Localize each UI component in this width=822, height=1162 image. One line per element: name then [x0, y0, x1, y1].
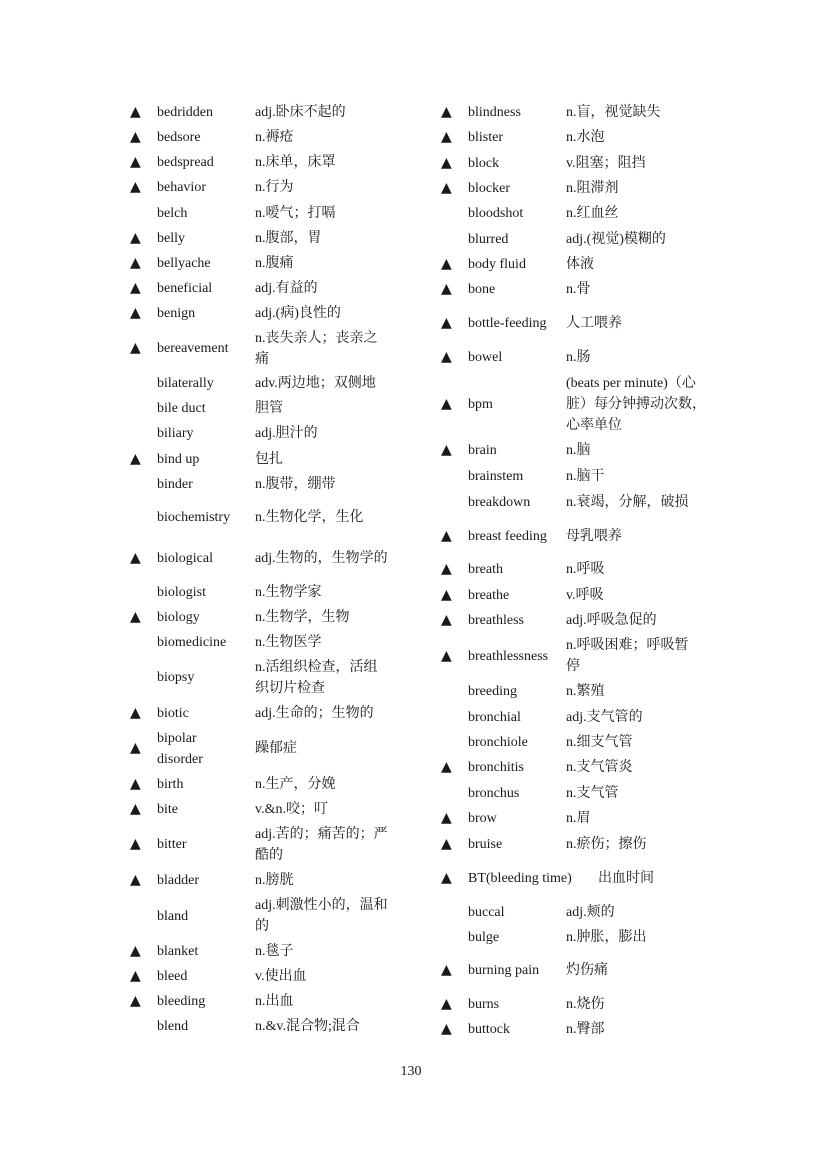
entry-definition: v.使出血	[255, 969, 307, 984]
entry-row	[441, 277, 709, 302]
entry-term: breeding	[468, 684, 517, 699]
entry-row	[441, 201, 709, 226]
entry-term: bronchitis	[468, 760, 524, 775]
entry-definition: adj.卧床不起的	[255, 105, 346, 120]
entry-row	[130, 100, 392, 125]
triangle-marker-icon: ▲	[130, 993, 141, 1009]
entry-definition: 灼伤痛	[566, 963, 608, 978]
entry-definition: 母乳喂养	[566, 528, 622, 544]
entry-term: brainstem	[468, 468, 524, 484]
entry-definition: n.腹痛	[255, 256, 294, 271]
entry-row	[441, 899, 709, 925]
entry-definition: v.阻塞；阻挡	[566, 155, 646, 171]
entry-row	[130, 472, 392, 497]
entry-row	[130, 371, 392, 396]
triangle-marker-icon: ▲	[441, 281, 452, 297]
triangle-marker-icon: ▲	[441, 612, 452, 628]
entry-row	[441, 704, 709, 730]
entry-term: belly	[157, 231, 185, 246]
entry-definition: n.支气管	[566, 785, 619, 801]
entry-row	[130, 700, 392, 726]
triangle-marker-icon: ▲	[130, 609, 141, 625]
entry-row	[441, 515, 709, 557]
entry-term: bleed	[157, 969, 188, 984]
entry-definition: n.呼吸困难；呼吸暂 停	[566, 638, 689, 674]
entry-definition: n.呼吸	[566, 562, 605, 577]
entry-term: bite	[157, 802, 178, 817]
entry-definition: n.肠	[566, 349, 591, 365]
entry-row	[441, 857, 709, 899]
entry-definition: 人工喂养	[566, 315, 622, 331]
triangle-marker-icon: ▲	[441, 962, 452, 978]
entry-definition: n.腹部，胃	[255, 231, 322, 246]
triangle-marker-icon: ▲	[130, 154, 141, 170]
entry-term: brain	[468, 443, 497, 458]
entry-term: blend	[157, 1019, 189, 1034]
entry-term: bruise	[468, 836, 503, 852]
entry-row	[441, 633, 709, 679]
entry-definition: n.生物学家	[255, 584, 322, 600]
triangle-marker-icon: ▲	[130, 943, 141, 959]
entry-term: bronchus	[468, 785, 520, 801]
triangle-marker-icon: ▲	[130, 836, 141, 852]
triangle-marker-icon: ▲	[130, 450, 141, 467]
entry-term: biological	[157, 551, 213, 566]
entry-row	[130, 605, 392, 630]
entry-definition: adj.(视觉)模糊的	[566, 231, 666, 247]
entry-definition: adj.有益的	[255, 281, 318, 296]
entry-row	[441, 463, 709, 489]
entry-term: breathless	[468, 613, 524, 628]
entry-row	[130, 771, 392, 797]
entry-definition: n.生物化学，生化	[255, 510, 364, 525]
triangle-marker-icon: ▲	[130, 104, 141, 120]
entry-definition: 包扎	[255, 451, 283, 467]
entry-row	[441, 252, 709, 277]
entry-term: bloodshot	[468, 206, 524, 221]
entry-row	[441, 1017, 709, 1042]
entry-term: biomedicine	[157, 635, 227, 650]
triangle-marker-icon: ▲	[441, 129, 452, 145]
triangle-marker-icon: ▲	[130, 340, 141, 356]
entry-row	[441, 226, 709, 252]
entry-row	[130, 538, 392, 579]
entry-row	[441, 125, 709, 150]
entry-definition: n.脑干	[566, 468, 605, 484]
entry-term: buccal	[468, 904, 505, 920]
entry-row	[130, 175, 392, 200]
entry-row	[441, 344, 709, 370]
entry-term: biochemistry	[157, 510, 231, 525]
entry-row	[130, 579, 392, 605]
entry-term: BT(bleeding time)	[468, 870, 572, 886]
entry-term: block	[468, 155, 500, 171]
triangle-marker-icon: ▲	[441, 314, 452, 331]
entry-row	[130, 655, 392, 700]
entry-definition: adj.呼吸急促的	[566, 613, 657, 628]
triangle-marker-icon: ▲	[441, 527, 452, 544]
entry-definition: 胆管	[255, 401, 283, 416]
entry-row	[130, 301, 392, 326]
entry-row	[441, 925, 709, 950]
entry-term: bleeding	[157, 994, 206, 1009]
entry-definition: adj.颊的	[566, 904, 615, 920]
triangle-marker-icon: ▲	[441, 869, 452, 886]
entry-term: breathlessness	[468, 648, 549, 664]
entry-row	[130, 893, 392, 939]
entry-row	[130, 1014, 392, 1039]
entry-term: biology	[157, 610, 200, 625]
entry-term: breath	[468, 562, 503, 577]
entry-term: bind up	[157, 451, 200, 467]
entry-row	[441, 991, 709, 1017]
entry-term: belch	[157, 205, 188, 221]
entry-term: bedridden	[157, 105, 213, 120]
entry-definition: n.褥疮	[255, 130, 294, 145]
entry-row	[130, 150, 392, 175]
entry-term: burns	[468, 996, 500, 1012]
triangle-marker-icon: ▲	[130, 968, 141, 984]
triangle-marker-icon: ▲	[441, 395, 452, 412]
entry-term: biotic	[157, 705, 189, 721]
triangle-marker-icon: ▲	[130, 230, 141, 246]
triangle-marker-icon: ▲	[441, 647, 452, 664]
entry-definition: n.出血	[255, 994, 294, 1009]
triangle-marker-icon: ▲	[441, 810, 452, 826]
entry-definition: n.脑	[566, 443, 591, 458]
entry-definition: n.活组织检查，活组 织切片检查	[255, 659, 378, 696]
entry-row	[441, 557, 709, 582]
entry-term: brow	[468, 811, 497, 826]
entry-term: body fluid	[468, 257, 526, 272]
entry-term: behavior	[157, 180, 206, 195]
entry-row	[441, 302, 709, 344]
entry-definition: adj.胆汁的	[255, 426, 318, 441]
entry-definition: n.支气管炎	[566, 760, 633, 775]
entry-definition: n.生物学，生物	[255, 610, 350, 625]
triangle-marker-icon: ▲	[441, 104, 452, 120]
entry-definition: 体液	[566, 257, 594, 272]
triangle-marker-icon: ▲	[441, 561, 452, 577]
entry-row	[441, 806, 709, 831]
entry-definition: adj.苦的；痛苦的；严 酷的	[255, 826, 388, 863]
entry-definition: n.腹带，绷带	[255, 477, 336, 492]
entry-row	[130, 326, 392, 371]
triangle-marker-icon: ▲	[130, 775, 141, 792]
triangle-marker-icon: ▲	[130, 740, 141, 756]
entry-term: bowel	[468, 349, 503, 365]
entry-term: breast feeding	[468, 528, 547, 544]
triangle-marker-icon: ▲	[130, 550, 141, 566]
entry-row	[441, 582, 709, 608]
entry-row	[130, 867, 392, 893]
triangle-marker-icon: ▲	[441, 256, 452, 272]
entry-row	[130, 797, 392, 822]
entry-term: bile duct	[157, 401, 206, 416]
entry-row	[441, 679, 709, 704]
entry-definition: adj.生命的；生物的	[255, 705, 374, 721]
triangle-marker-icon: ▲	[441, 348, 452, 365]
entry-definition: n.瘀伤；擦伤	[566, 836, 647, 852]
entry-term: blurred	[468, 231, 509, 247]
triangle-marker-icon: ▲	[130, 305, 141, 321]
entry-definition: adj.(病)良性的	[255, 306, 341, 321]
triangle-marker-icon: ▲	[441, 1021, 452, 1037]
entry-definition: n.阻滞剂	[566, 181, 619, 196]
entry-row	[130, 125, 392, 150]
entry-row	[441, 730, 709, 755]
entry-term: bedspread	[157, 155, 214, 170]
entry-term: biologist	[157, 584, 207, 600]
entry-term: bpm	[468, 396, 493, 412]
entry-row	[441, 100, 709, 125]
entry-row	[130, 226, 392, 251]
entry-definition: n.衰竭，分解，破损	[566, 494, 689, 510]
entry-row	[130, 497, 392, 538]
entry-definition: n.水泡	[566, 130, 605, 145]
entry-row	[130, 251, 392, 276]
entry-definition: adj.刺激性小的，温和 的	[255, 898, 388, 934]
entry-definition: n.行为	[255, 180, 294, 195]
entry-term: bilaterally	[157, 376, 214, 391]
entry-term: bedsore	[157, 130, 201, 145]
entry-row	[441, 831, 709, 857]
entry-definition: n.床单，床罩	[255, 155, 336, 170]
entry-term: bronchial	[468, 709, 521, 725]
entry-row	[441, 780, 709, 806]
entry-term: binder	[157, 477, 193, 492]
entry-definition: v.&n.咬；叮	[255, 802, 328, 817]
entry-row	[441, 370, 709, 438]
entry-row	[441, 489, 709, 515]
entry-definition: 躁郁症	[255, 741, 297, 756]
entry-row	[130, 396, 392, 421]
entry-definition: n.盲，视觉缺失	[566, 105, 661, 120]
triangle-marker-icon: ▲	[441, 759, 452, 775]
entry-definition: n.肿胀，膨出	[566, 930, 647, 945]
entry-row	[130, 276, 392, 301]
entry-term: breakdown	[468, 494, 531, 510]
triangle-marker-icon: ▲	[441, 442, 452, 458]
triangle-marker-icon: ▲	[130, 280, 141, 296]
entry-row	[441, 755, 709, 780]
triangle-marker-icon: ▲	[441, 154, 452, 171]
entry-row	[441, 438, 709, 463]
triangle-marker-icon: ▲	[130, 704, 141, 721]
entry-term: bone	[468, 282, 496, 297]
entry-term: bereavement	[157, 341, 229, 356]
entry-definition: n.丧失亲人；丧亲之 痛	[255, 330, 378, 367]
entry-term: blocker	[468, 181, 510, 196]
triangle-marker-icon: ▲	[130, 179, 141, 195]
entry-row	[130, 989, 392, 1014]
entry-row	[441, 950, 709, 991]
entry-term: biopsy	[157, 670, 195, 685]
entry-term: blanket	[157, 944, 199, 959]
entry-term: bottle-feeding	[468, 315, 547, 331]
entry-definition: adv.两边地；双侧地	[255, 376, 376, 391]
entry-definition: n.细支气管	[566, 735, 633, 750]
entry-term: blindness	[468, 105, 521, 120]
entry-definition: v.呼吸	[566, 587, 604, 603]
right-column	[441, 100, 709, 1042]
page-number: 130	[400, 1064, 422, 1079]
entry-term: bland	[157, 908, 189, 924]
entry-row	[130, 822, 392, 867]
entry-row	[130, 939, 392, 964]
triangle-marker-icon: ▲	[130, 801, 141, 817]
entry-row	[130, 964, 392, 989]
entry-definition: n.毯子	[255, 944, 294, 959]
left-column	[130, 100, 392, 1039]
entry-term: bronchiole	[468, 735, 528, 750]
entry-term: benign	[157, 306, 196, 321]
entry-definition: n.嗳气；打嗝	[255, 205, 336, 221]
entry-row	[441, 176, 709, 201]
entry-term: breathe	[468, 587, 510, 603]
entry-definition: n.臀部	[566, 1022, 605, 1037]
entry-definition: n.繁殖	[566, 684, 605, 699]
entry-term: bladder	[157, 872, 199, 888]
entry-definition: (beats per minute)（心 脏）每分钟搏动次数， 心率单位	[566, 375, 706, 433]
entry-definition: n.生物医学	[255, 635, 322, 650]
entry-term: beneficial	[157, 281, 213, 296]
entry-term: blister	[468, 130, 503, 145]
entry-row	[130, 421, 392, 446]
triangle-marker-icon: ▲	[441, 995, 452, 1012]
entry-term: bulge	[468, 930, 500, 945]
entry-definition: adj.生物的，生物学的	[255, 551, 388, 566]
triangle-marker-icon: ▲	[441, 835, 452, 852]
entry-definition: n.眉	[566, 811, 591, 826]
triangle-marker-icon: ▲	[130, 129, 141, 145]
entry-definition: n.红血丝	[566, 206, 619, 221]
entry-definition: n.膀胱	[255, 872, 294, 888]
entry-definition: adj.支气管的	[566, 709, 643, 725]
triangle-marker-icon: ▲	[441, 586, 452, 603]
entry-term: bipolar disorder	[157, 730, 203, 767]
entry-term: biliary	[157, 426, 194, 441]
entry-definition: n.骨	[566, 282, 591, 297]
entry-row	[441, 608, 709, 633]
entry-term: buttock	[468, 1022, 510, 1037]
entry-term: bellyache	[157, 256, 211, 271]
entry-definition: 出血时间	[598, 870, 654, 886]
entry-row	[130, 446, 392, 472]
triangle-marker-icon: ▲	[130, 255, 141, 271]
entry-definition: n.烧伤	[566, 996, 605, 1012]
entry-definition: n.生产，分娩	[255, 776, 336, 792]
entry-row	[130, 200, 392, 226]
entry-row	[130, 726, 392, 771]
entry-term: bitter	[157, 837, 187, 852]
entry-row	[441, 150, 709, 176]
entry-definition: n.&v.混合物;混合	[255, 1019, 360, 1034]
triangle-marker-icon: ▲	[130, 871, 141, 888]
triangle-marker-icon: ▲	[441, 180, 452, 196]
entry-row	[130, 630, 392, 655]
entry-term: burning pain	[468, 963, 540, 978]
entry-term: birth	[157, 776, 184, 792]
